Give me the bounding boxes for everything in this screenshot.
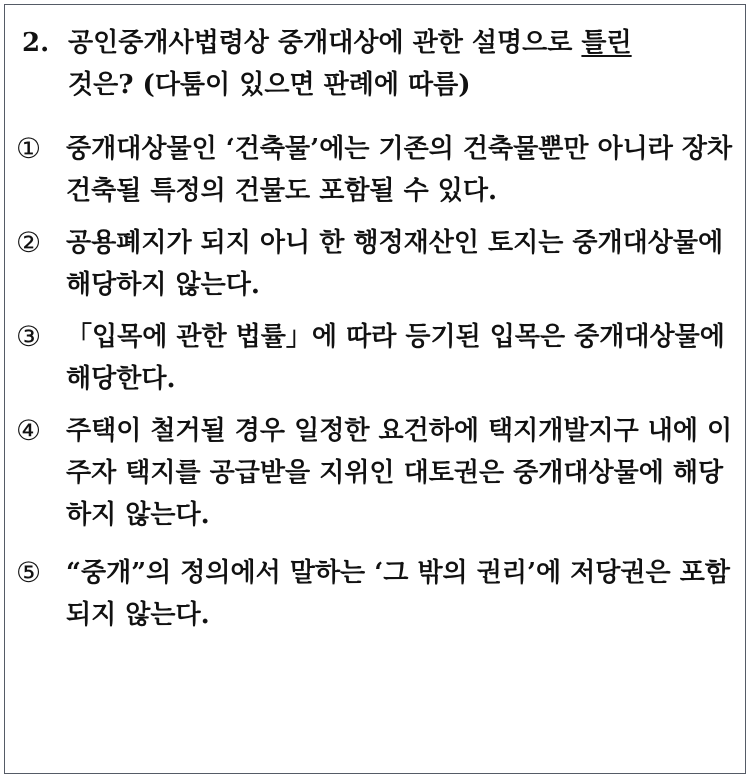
option-1-marker: ① [16,132,42,165]
option-5-marker: ⑤ [16,556,42,589]
question-underlined-keyword: 틀린 [581,28,632,58]
option-1[interactable] [16,128,738,212]
option-2-marker: ② [16,226,42,259]
option-3-text: 「입목에 관한 법률」에 따라 등기된 입목은 중개대상물에 해당한다. [66,322,725,394]
option-5-text: “중개”의 정의에서 말하는 ‘그 밖의 권리’에 저당권은 포함되지 않는다. [66,558,730,630]
option-3[interactable] [16,316,738,400]
question-text-line1: 공인중개사법령상 중개대상에 관한 설명으로 [68,28,582,58]
option-3-marker: ③ [16,320,42,353]
question-number: 2. [22,28,50,58]
option-2[interactable] [16,222,738,306]
option-5[interactable] [16,552,738,636]
question-text-line2: 것은? (다툼이 있으면 판례에 따름) [68,70,471,100]
question-stem [22,22,738,106]
option-4[interactable] [16,410,738,536]
option-4-text: 주택이 철거될 경우 일정한 요건하에 택지개발지구 내에 이주자 택지를 공급받을 지위인 대토권은 중개대상물에 해당하지 않는다. [66,416,733,530]
option-1-text: 중개대상물인 ‘건축물’에는 기존의 건축물뿐만 아니라 장차 건축될 특정의 건물도 포함될 수 있다. [66,134,733,206]
option-4-marker: ④ [16,414,42,447]
option-2-text: 공용폐지가 되지 아니 한 행정재산인 토지는 중개대상물에 해당하지 않는다. [66,228,724,300]
